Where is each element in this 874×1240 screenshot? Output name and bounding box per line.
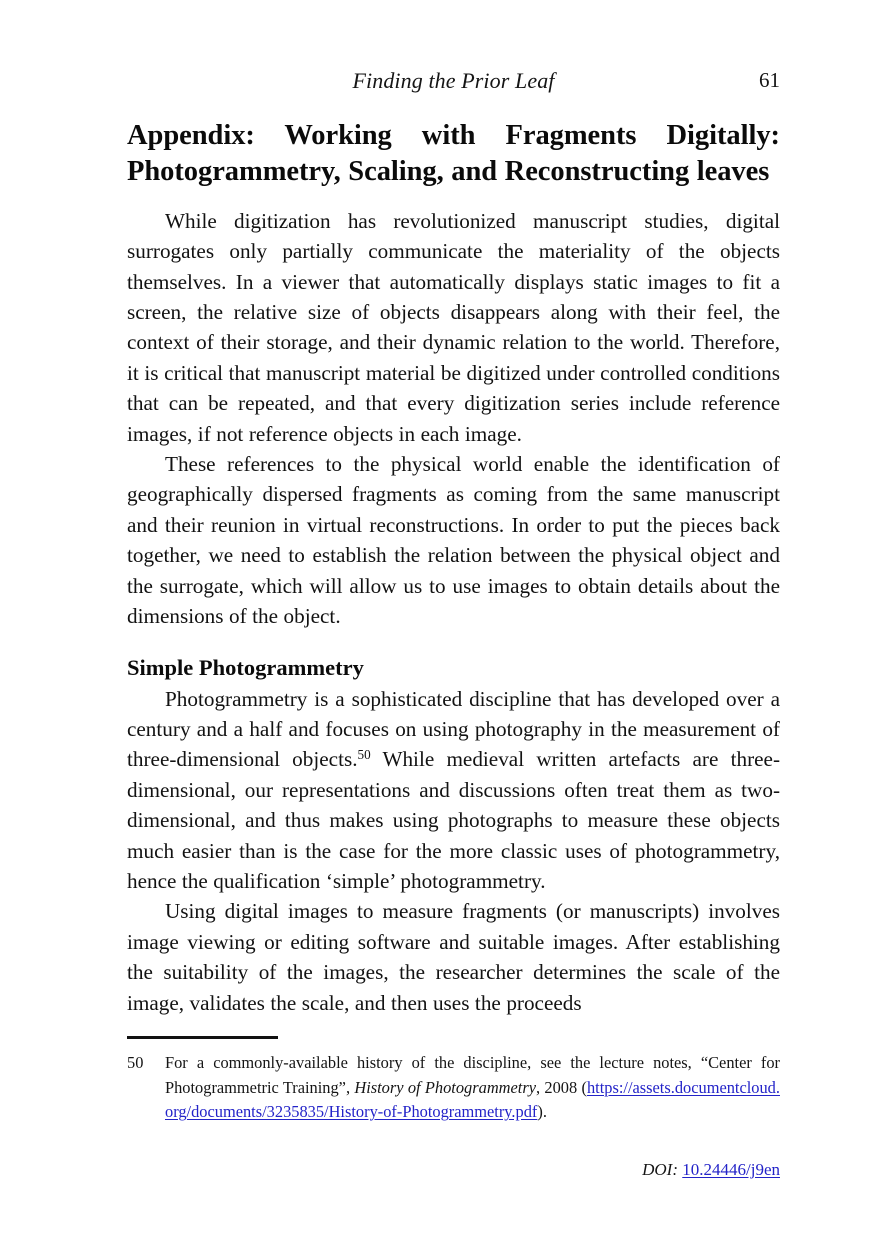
page-number: 61 [759, 68, 780, 92]
text-column [127, 118, 780, 1018]
footnote-reference-50[interactable]: 50 [357, 747, 371, 763]
running-head-title: Finding the Prior Leaf [352, 68, 555, 93]
doi-link[interactable]: 10.24446/j9en [682, 1160, 780, 1179]
footnote-cited-title: History of Photogrammetry [354, 1077, 536, 1097]
section-paragraph-2: Using digital images to measure fragments (or manuscripts) involves image viewing or editing software and suitable images. After establishing the suitability of the images, the researcher determines the scale of the image, validates the scale, and then uses the proceeds [127, 899, 780, 1015]
footnote-text-after-title: , 2008 ( [535, 1077, 587, 1097]
body-paragraph-2: These references to the physical world enable the identification of geographically dispersed fragments as coming from the same manuscript and their reunion in virtual reconstructions. In order to put the pieces back together, we need to establish the relation between the physical object and the surrogate, which will allow us to use images to obtain details about the dimensions of the object. [127, 452, 780, 629]
footnote-text-before-title: For a commonly-available history of the discipline, see the lecture notes, “Center for Photogrammetric Training”, [165, 1053, 780, 1097]
footnote-number: 50 [127, 1053, 144, 1072]
section-heading-simple-photogrammetry: Simple Photogrammetry [127, 654, 364, 680]
footnote-text-end: ). [537, 1102, 547, 1122]
body-paragraph-1: While digitization has revolutionized manuscript studies, digital surrogates only partially communicate the materiality of the objects themselves. In a viewer that automatically displays static images to fit a screen, the relative size of objects disappears along with their feel, the context of their storage, and their dynamic relation to the world. Therefore, it is critical that manuscript material be digitized under controlled conditions that can be repeated, and that every digitization series include reference images, if not reference objects in each image. [127, 208, 780, 446]
running-head [127, 68, 780, 98]
section-paragraph-1 [127, 684, 780, 897]
footnote-url-link[interactable]: https://assets.documentcloud.org/documents/3235835/History-of-Photogrammetry.pdf [165, 1077, 780, 1122]
chapter-title: Appendix: Working with Fragments Digitally: Photogrammetry, Scaling, and Reconstructing leaves [127, 120, 780, 187]
doi-label: DOI: [642, 1160, 678, 1179]
section-paragraph-1-text-before-note: Photogrammetry is a sophisticated discipline that has developed over a century and a half and focuses on using photography in the measurement of three-dimensional objects. [127, 686, 780, 772]
footnote-item-50 [127, 1051, 780, 1125]
doi-footer [642, 1160, 780, 1180]
footnote-separator-rule [127, 1036, 278, 1039]
footnote-block [127, 1036, 780, 1125]
section-paragraph-1-text-after-note: While medieval written artefacts are three-dimensional, our representations and discussions often treat them as two-dimensional, and thus makes using photographs to measure these objects much easier than is the case for the more classic uses of photogrammetry, hence the qualification ‘simple’ photogrammetry. [127, 747, 780, 894]
